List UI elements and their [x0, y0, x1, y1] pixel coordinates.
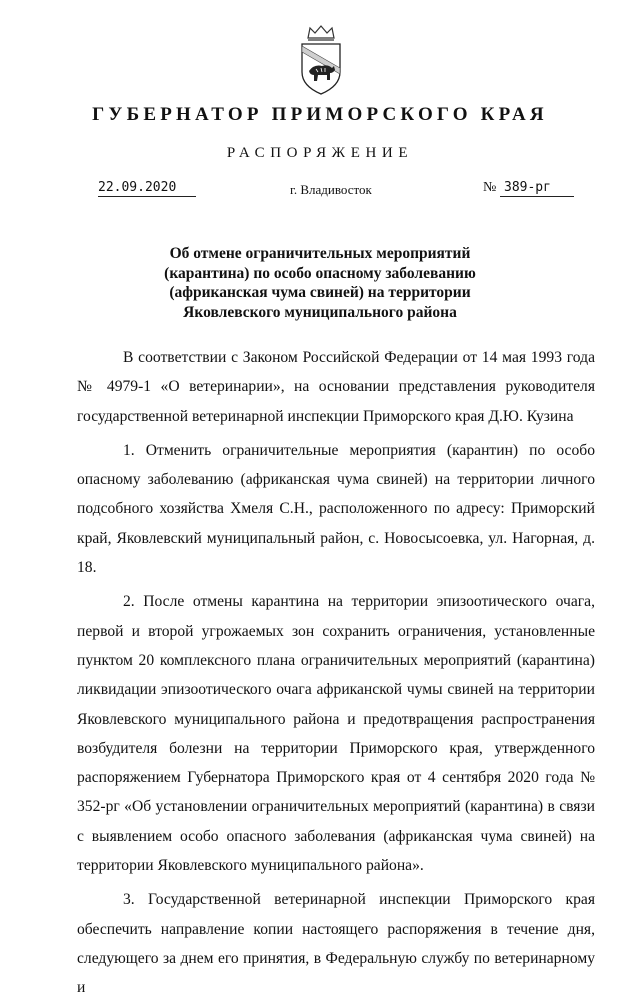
document-city: г. Владивосток	[290, 182, 372, 197]
document-body	[77, 343, 595, 1003]
paragraph-item-3: 3. Государственной ветеринарной инспекции Приморского края обеспечить направление копии настоящего распоряжения в течение дня, следующего за днем его принятия, в Федеральную службу по ветеринарному и	[77, 891, 595, 997]
paragraph-item-2: 2. После отмены карантина на территории эпизоотического очага, первой и второй угрожаемых зон сохранить ограничения, установленные пунктом 20 комплексного плана ограничительных мероприятий (карантина) ликвидации эпизоотического очага африканской чумы свиней на территории Яковлевского муниципального района и предотвращения распространения возбудителя болезни на территории Приморского края, утвержденного распоряжением Губернатора Приморского края от 4 сентября 2020 года № 352-рг «Об установлении ограничительных мероприятий (карантина) в связи с выявлением особо опасного заболевания (африканская чума свиней) на территории Яковлевского муниципального района».	[77, 593, 595, 875]
heading-line: (карантина) по особо опасному заболеванию	[164, 264, 476, 282]
coat-of-arms-icon	[296, 24, 346, 96]
heading-line: Яковлевского муниципального района	[183, 303, 457, 321]
document-date: 22.09.2020	[98, 180, 196, 197]
paragraph-item-1: 1. Отменить ограничительные мероприятия (карантин) по особо опасному заболеванию (африканская чума свиней) на территории личного подсобного хозяйства Хмеля С.Н., расположенного по адресу: Приморский край, Яковлевский муниципальный район, с. Новосысоевка, ул. Нагорная, д. 18.	[77, 441, 595, 577]
document-number: 389-рг	[500, 180, 574, 197]
document-heading	[100, 244, 540, 322]
document-type: РАСПОРЯЖЕНИЕ	[226, 145, 414, 161]
number-label: №	[483, 180, 497, 195]
paragraph-preamble: В соответствии с Законом Российской Федерации от 14 мая 1993 года № 4979-1 «О ветеринарии», на основании представления руководителя государственной ветеринарной инспекции Приморского края Д.Ю. Кузина	[77, 349, 595, 425]
heading-line: Об отмене ограничительных мероприятий	[169, 245, 471, 262]
issuer-title: ГУБЕРНАТОР ПРИМОРСКОГО КРАЯ	[92, 104, 548, 125]
heading-line: (африканская чума свиней) на территории	[169, 284, 471, 301]
